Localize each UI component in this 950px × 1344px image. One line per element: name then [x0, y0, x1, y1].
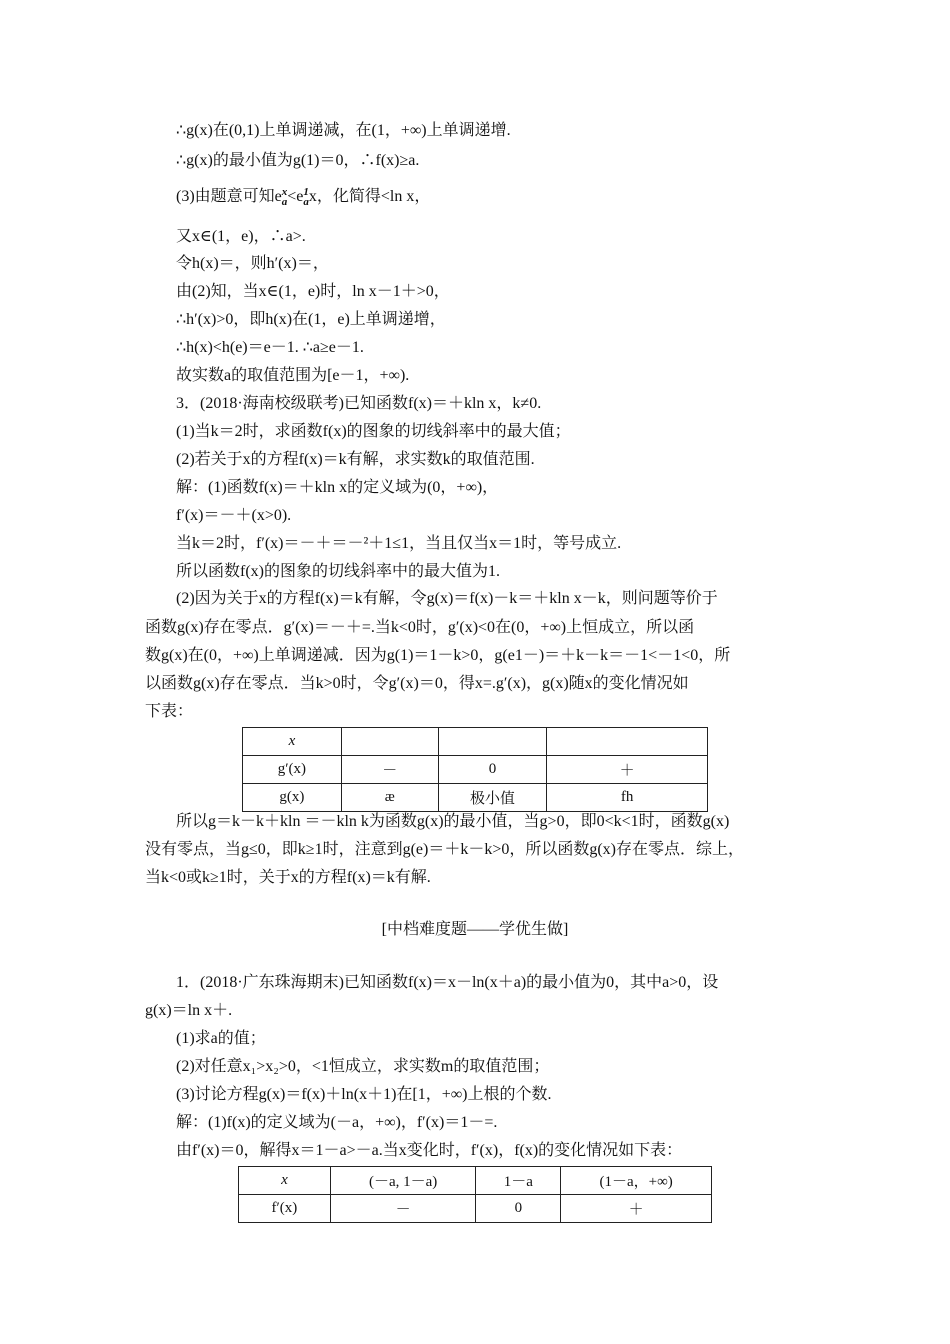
- table-cell: x: [239, 1167, 331, 1195]
- variation-table-f: [238, 1166, 712, 1223]
- table-cell: 极小值: [438, 784, 547, 812]
- text-line: ∴h(x)<h(e)＝e－1. ∴a≥e－1.: [176, 339, 364, 356]
- table-cell: ＋: [547, 756, 708, 784]
- table-cell: 1－a: [476, 1167, 561, 1195]
- text-part: x，化简得<ln x，: [308, 188, 431, 205]
- text-line: 下表：: [145, 703, 194, 720]
- table-cell: 0: [438, 756, 547, 784]
- text-line: 当k<0或k≥1时，关于x的方程f(x)＝k有解.: [145, 869, 431, 886]
- text-line: (2)若关于x的方程f(x)＝k有解，求实数k的取值范围.: [176, 451, 535, 468]
- text-part: <e: [287, 188, 304, 205]
- text-line: 由(2)知，当x∈(1，e)时，ln x－1＋>0，: [176, 283, 450, 300]
- table-cell: (1－a，+∞): [561, 1167, 712, 1195]
- text-line: 当k＝2时，f′(x)＝－＋＝－²＋1≤1，当且仅当x＝1时，等号成立.: [176, 535, 622, 552]
- table-cell: x: [243, 728, 342, 756]
- text-line: 故实数a的取值范围为[e－1，+∞).: [176, 367, 410, 384]
- table-row: [243, 728, 708, 756]
- text-line: 所以函数f(x)的图象的切线斜率中的最大值为1.: [176, 563, 500, 580]
- table-row: [239, 1195, 712, 1223]
- text-line: (3)讨论方程g(x)＝f(x)＋ln(x＋1)在[1，+∞)上根的个数.: [176, 1086, 552, 1103]
- variation-table-g: [242, 727, 708, 812]
- table-cell: (－a, 1－a): [330, 1167, 476, 1195]
- text-line: 数g(x)在(0，+∞)上单调递减．因为g(1)＝1－k>0，g(e1－)＝＋k－k＝－1<－1<0，所: [145, 647, 731, 664]
- table-cell: ＋: [561, 1195, 712, 1223]
- table-cell: [341, 728, 438, 756]
- text-line: (1)当k＝2时，求函数f(x)的图象的切线斜率中的最大值；: [176, 423, 571, 440]
- text-line: 令h(x)＝，则h′(x)＝，: [176, 255, 329, 272]
- table-cell: [547, 728, 708, 756]
- text-line: (2)对任意x₁>x₂>0，<1恒成立，求实数m的取值范围；: [176, 1058, 550, 1075]
- table-cell: g′(x): [243, 756, 342, 784]
- table-cell: g(x): [243, 784, 342, 812]
- text-line: f′(x)＝－＋(x>0).: [176, 507, 292, 524]
- table-row: [239, 1167, 712, 1195]
- text-line: 解：(1)f(x)的定义域为(－a，+∞)，f′(x)＝1－=.: [176, 1114, 498, 1131]
- text-line: ∴g(x)在(0,1)上单调递减，在(1，+∞)上单调递增.: [176, 122, 511, 139]
- text-line: (2)因为关于x的方程f(x)＝k有解，令g(x)＝f(x)－k＝＋kln x－k，则问题等价于: [176, 590, 718, 607]
- text-part: (3)由题意可知e: [176, 188, 282, 205]
- fraction-numerator: 1: [303, 186, 309, 199]
- table-cell: f′(x): [239, 1195, 331, 1223]
- text-line: 所以g＝k－k＋kln ＝－kln k为函数g(x)的最小值，当g>0，即0<k<1时，函数g(x): [176, 813, 730, 830]
- fraction-denominator: a: [281, 196, 288, 209]
- table-cell: [438, 728, 547, 756]
- section-title: [中档难度题——学优生做]: [381, 921, 569, 938]
- text-line: 函数g(x)存在零点．g′(x)＝－＋=.当k<0时，g′(x)<0在(0，+∞)上恒成立，所以函: [145, 619, 695, 636]
- text-line: 由f′(x)＝0，解得x＝1－a>－a.当x变化时，f′(x)，f(x)的变化情况如下表：: [176, 1142, 683, 1159]
- text-line: 没有零点，当g≤0，即k≥1时，注意到g(e)＝＋k－k>0，所以函数g(x)存在零点．综上，: [145, 841, 745, 858]
- fraction-numerator: x: [281, 186, 288, 199]
- table-row: [243, 756, 708, 784]
- table-cell: －: [330, 1195, 476, 1223]
- text-line: (1)求a的值；: [176, 1030, 266, 1047]
- text-line-with-fractions: [176, 186, 430, 208]
- text-line: 以函数g(x)存在零点．当k>0时，令g′(x)＝0，得x=.g′(x)，g(x)随x的变化情况如: [145, 675, 689, 692]
- text-line: 又x∈(1，e)，∴a>.: [176, 228, 306, 245]
- text-line: ∴g(x)的最小值为g(1)＝0，∴f(x)≥a.: [176, 152, 420, 169]
- fraction-denominator: a: [303, 196, 309, 209]
- table-cell: 0: [476, 1195, 561, 1223]
- table-cell: －: [341, 756, 438, 784]
- table-row: [243, 784, 708, 812]
- text-line: g(x)＝ln x＋.: [145, 1002, 233, 1019]
- text-line: 3．(2018·海南校级联考)已知函数f(x)＝＋kln x，k≠0.: [176, 395, 542, 412]
- table-cell: fh: [547, 784, 708, 812]
- table-cell: æ: [341, 784, 438, 812]
- text-line: ∴h′(x)>0，即h(x)在(1，e)上单调递增，: [176, 311, 446, 328]
- text-line: 1．(2018·广东珠海期末)已知函数f(x)＝x－ln(x＋a)的最小值为0，其中a>0，设: [176, 974, 719, 991]
- text-line: 解：(1)函数f(x)＝＋kln x的定义域为(0，+∞)，: [176, 479, 499, 496]
